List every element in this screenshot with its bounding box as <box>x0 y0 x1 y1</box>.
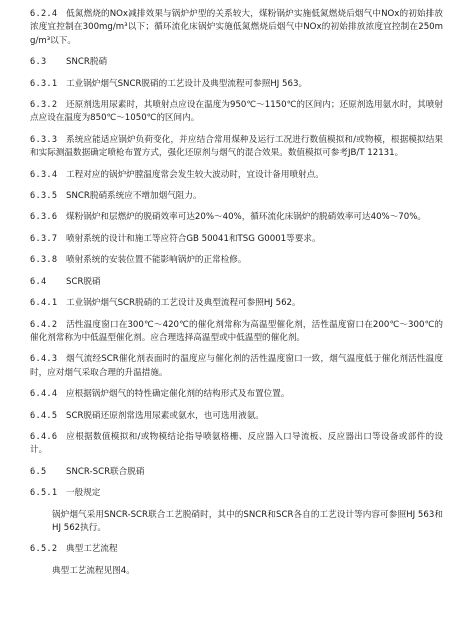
clause-paragraph <box>30 169 443 182</box>
clause-text: 应根据数值模拟和/或物模结论指导喷氨格栅、反应器入口导流板、反应器出口等设备或部件的设计。 <box>30 431 443 456</box>
clause-text: 工程对应的锅炉炉膛温度常会发生较大波动时，宜设计备用喷射点。 <box>66 169 324 180</box>
clause-number: 6.3.6 <box>30 212 58 223</box>
clause-number: 6.3.4 <box>30 169 58 180</box>
clause-paragraph <box>30 319 443 346</box>
clause-number: 6.3.8 <box>30 255 58 266</box>
section-heading <box>30 487 443 500</box>
clause-number: 6.5.1 <box>30 488 58 499</box>
clause-text: 一般规定 <box>66 488 101 499</box>
clause-text: 活性温度窗口在300℃～420℃的催化剂常称为高温型催化剂，活性温度窗口在200℃～300℃的催化剂常称为中低温型催化剂。应合理选择高温型或中低温型的催化剂。 <box>30 319 443 343</box>
clause-number: 6.5 <box>30 466 47 477</box>
clause-paragraph <box>30 254 443 267</box>
clause-text: SCR脱硝 <box>66 276 101 287</box>
clause-paragraph <box>30 353 443 380</box>
clause-number: 6.3.7 <box>30 233 58 244</box>
clause-number: 6.3.2 <box>30 100 58 111</box>
clause-text: SCR脱硝还原剂常选用尿素或氨水，也可选用液氨。 <box>66 410 264 421</box>
clause-text: 工业锅炉烟气SCR脱硝的工艺设计及典型流程可参照HJ 562。 <box>66 298 301 309</box>
clause-text: 典型工艺流程 <box>66 544 118 555</box>
clause-number: 6.2.4 <box>30 9 58 19</box>
clause-number: 6.4.5 <box>30 410 58 421</box>
clause-text: 还原剂选用尿素时，其喷射点应设在温度为950℃～1150℃的区间内；还原剂选用氨水时，其喷射点应设在温度为850℃～1050℃的区间内。 <box>30 100 443 124</box>
clause-number: 6.4.1 <box>30 298 58 309</box>
clause-paragraph <box>30 509 443 536</box>
clause-text: 烟气流经SCR催化剂表面时的温度应与催化剂的活性温度窗口一致，烟气温度低于催化剂活性温度时，应对烟气采取合理的升温措施。 <box>30 354 443 378</box>
clause-paragraph <box>30 190 443 203</box>
clause-number: 6.4 <box>30 276 47 287</box>
clause-paragraph <box>30 99 443 126</box>
clause-paragraph <box>30 78 443 91</box>
clause-text: SNCR脱硝系统应不增加烟气阻力。 <box>66 191 202 202</box>
clause-paragraph <box>30 431 443 458</box>
clause-paragraph <box>30 388 443 401</box>
clause-number: 6.4.4 <box>30 389 58 400</box>
clause-text: 喷射系统的安装位置不能影响锅炉的正常检修。 <box>66 255 247 266</box>
clause-number: 6.3.5 <box>30 191 58 202</box>
section-heading <box>30 56 443 69</box>
clause-number: 6.3 <box>30 57 47 68</box>
clause-text: 喷射系统的设计和施工等应符合GB 50041和TSG G0001等要求。 <box>66 233 321 244</box>
clause-text: 煤粉锅炉和层燃炉的脱硝效率可达20%～40%，循环流化床锅炉的脱硝效率可达40%～70%。 <box>66 212 426 223</box>
clause-text: 锅炉烟气采用SNCR-SCR联合工艺脱硝时，其中的SNCR和SCR各自的工艺设计等内容可参照HJ 563和HJ 562执行。 <box>52 509 443 533</box>
clause-number: 6.3.3 <box>30 134 58 145</box>
section-heading <box>30 466 443 479</box>
clause-paragraph <box>30 565 443 578</box>
clause-number: 6.4.6 <box>30 431 58 442</box>
clause-paragraph <box>30 134 443 161</box>
clause-text: 系统应能适应锅炉负荷变化，并应结合常用煤种及运行工况进行数值模拟和/或物模，根据模拟结果和实际测温数据确定喷枪布置方式，强化还原剂与烟气的混合效果。数值模拟可参考JB/T 12131。 <box>30 134 443 159</box>
clause-paragraph <box>30 8 443 48</box>
section-heading <box>30 543 443 556</box>
clause-number: 6.4.2 <box>30 319 58 330</box>
clause-text: 应根据锅炉烟气的特性确定催化剂的结构形式及布置位置。 <box>66 389 290 400</box>
clause-text: 工业锅炉烟气SNCR脱硝的工艺设计及典型流程可参照HJ 563。 <box>66 78 308 89</box>
clause-number: 6.3.1 <box>30 78 58 89</box>
clause-text: 低氮燃烧的NOx减排效果与锅炉炉型的关系较大，煤粉锅炉实施低氮燃烧后烟气中NOx的初始排放浓度宜控制在300mg/m³以下；循环流化床锅炉实施低氮燃烧后烟气中NOx的初始排放浓度宜控制在250mg/m³以下。 <box>30 9 443 46</box>
clause-paragraph <box>30 410 443 423</box>
clause-number: 6.4.3 <box>30 354 58 365</box>
clause-text: 典型工艺流程见图4。 <box>52 565 135 576</box>
clause-paragraph <box>30 211 443 224</box>
clause-text: SNCR脱硝 <box>66 57 108 68</box>
clause-paragraph <box>30 233 443 246</box>
clause-number: 6.5.2 <box>30 544 58 555</box>
clause-text: SNCR-SCR联合脱硝 <box>66 466 145 477</box>
section-heading <box>30 276 443 289</box>
clause-paragraph <box>30 297 443 310</box>
